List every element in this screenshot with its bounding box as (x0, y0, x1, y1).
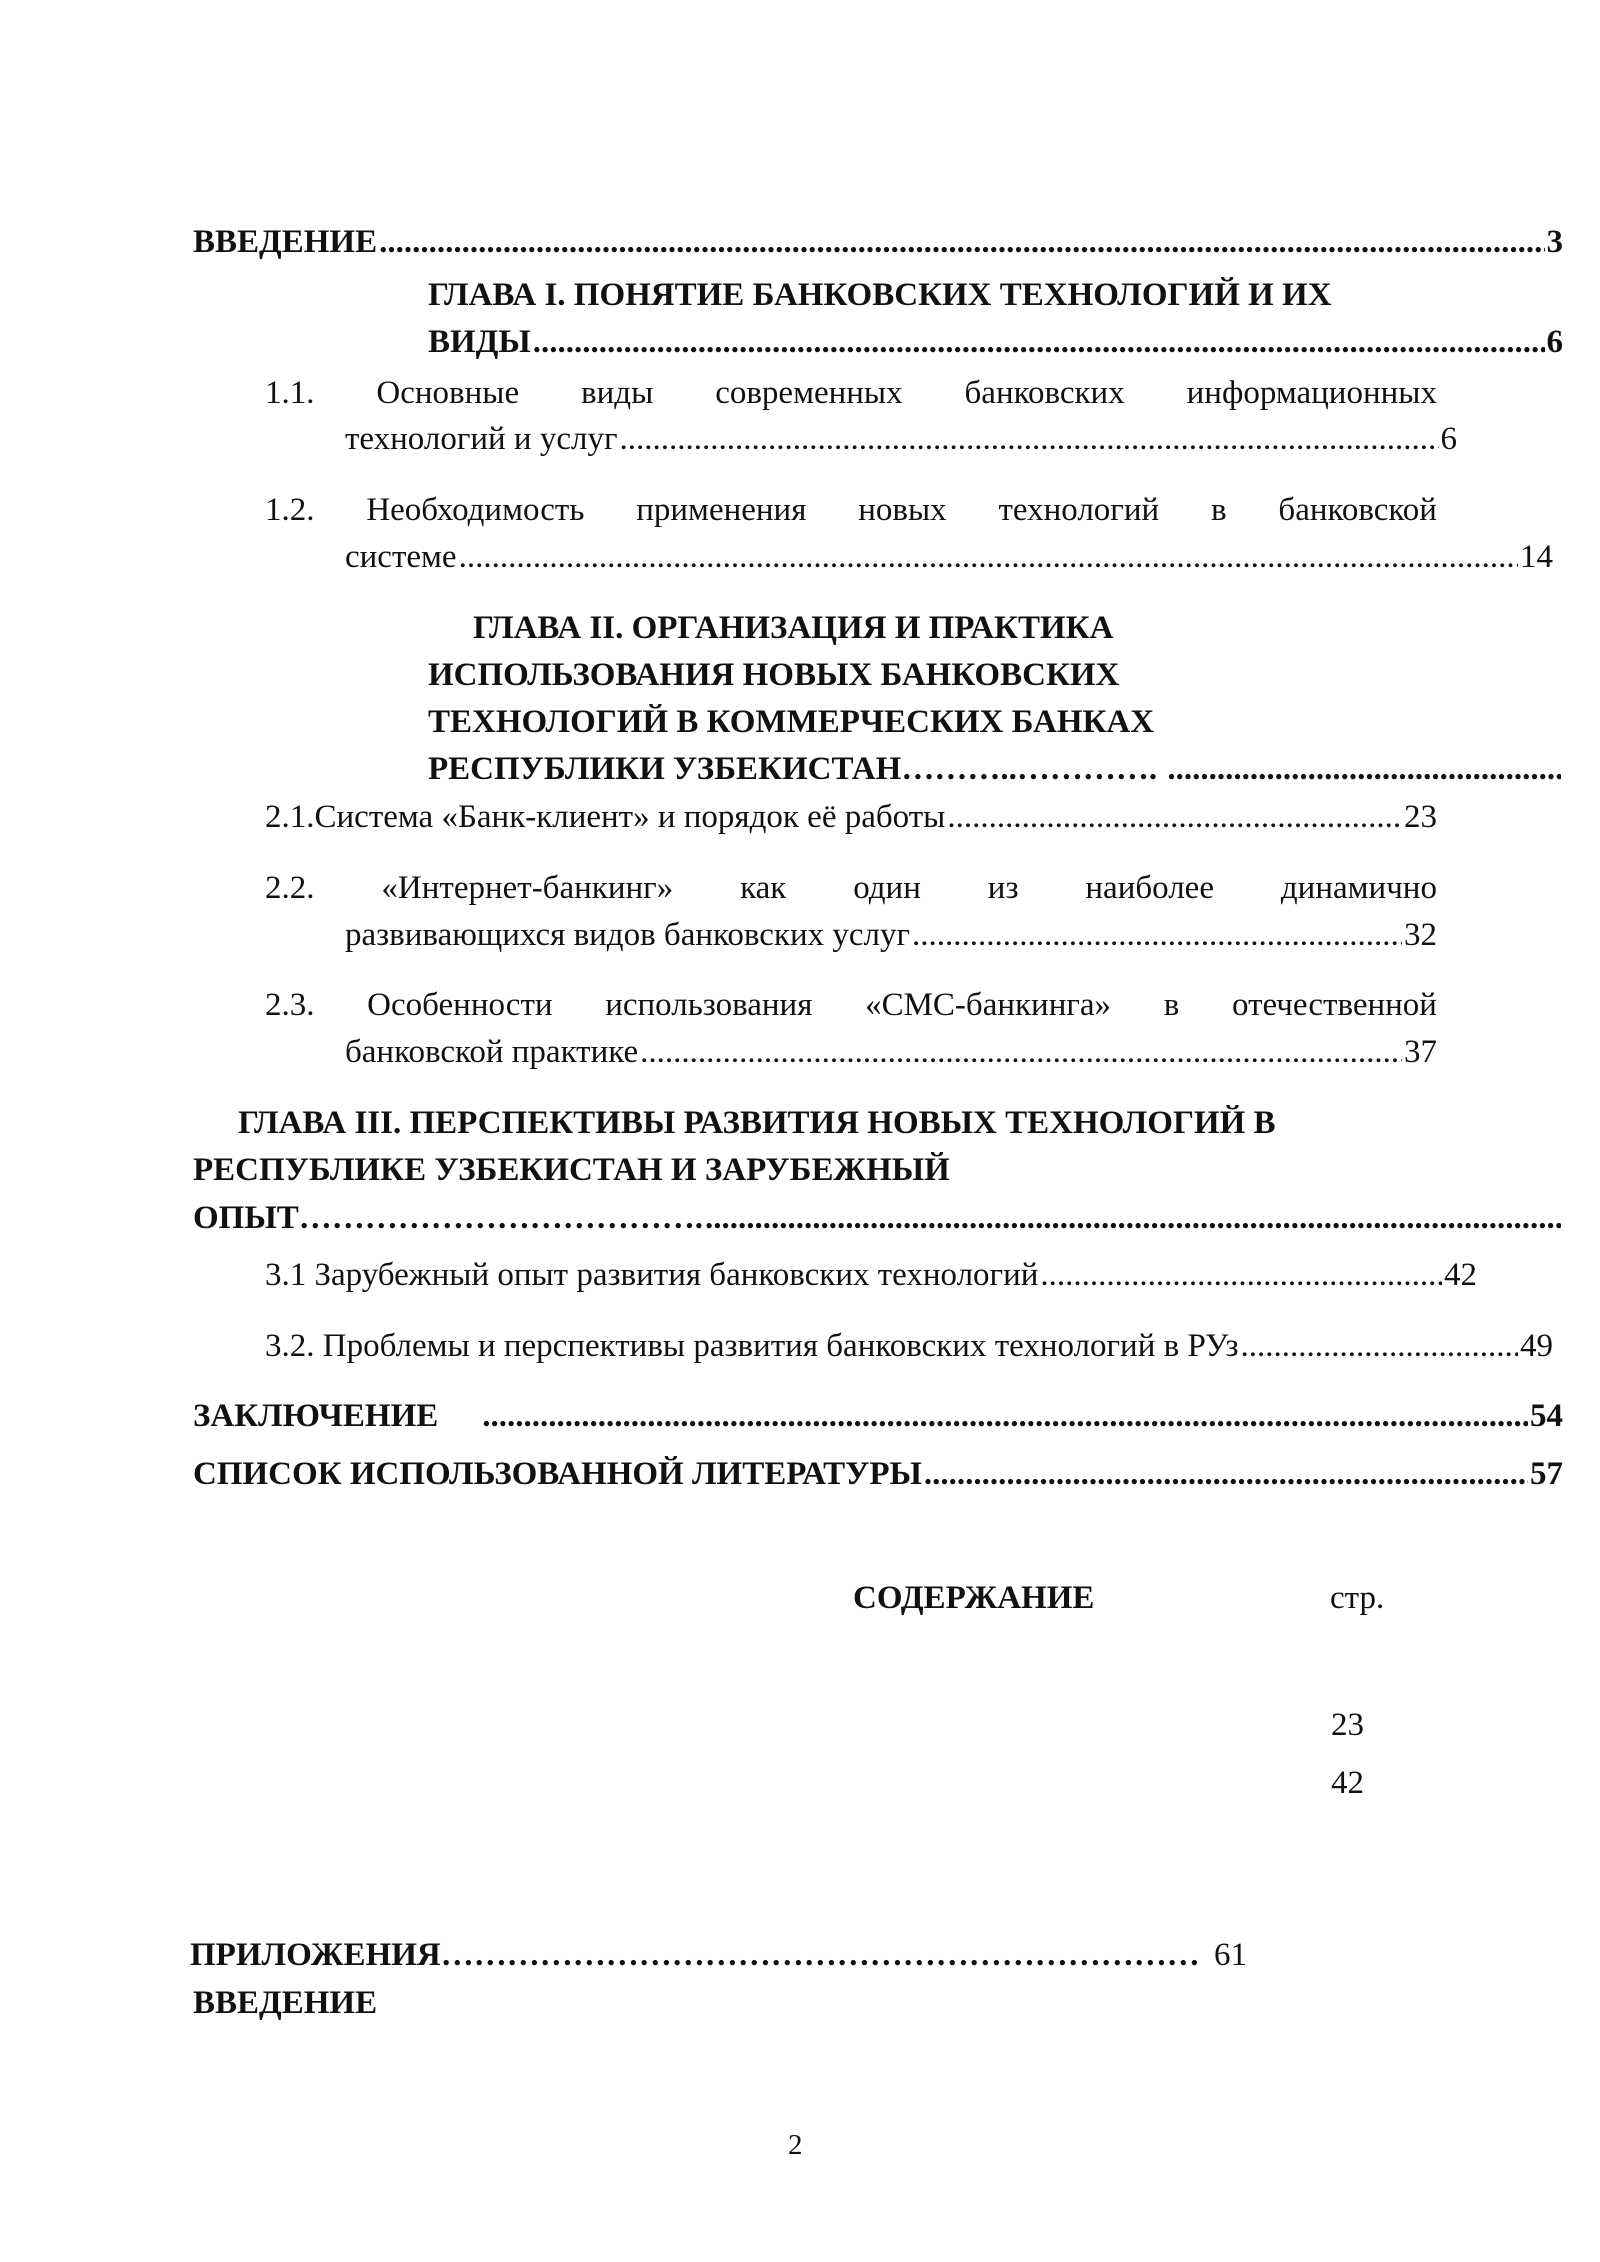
toc-s22-page: 32 (1404, 917, 1437, 953)
toc-ch2 (428, 749, 1563, 789)
toc-s21-text: 2.1.Система «Банк-клиент» и порядок её работы (265, 799, 946, 835)
page-column-label: стр. (1330, 1580, 1385, 1616)
toc-intro-page: 3 (1546, 224, 1563, 260)
toc-s22-line1 (265, 868, 1437, 908)
toc-s12-line2 (345, 537, 1553, 577)
toc-s12-page: 14 (1520, 539, 1553, 575)
toc-s22-word: как (740, 870, 787, 906)
intro-heading: ВВЕДЕНИЕ (193, 1985, 378, 2021)
toc-s11-page: 6 (1440, 421, 1457, 457)
toc-s11-word: банковских (964, 375, 1125, 411)
toc-s22-word: наиболее (1085, 870, 1214, 906)
toc-s31 (265, 1255, 1477, 1295)
contents-heading: СОДЕРЖАНИЕ (853, 1580, 1095, 1616)
toc-s23-number: 2.3. (265, 987, 315, 1023)
toc-s23-line2 (345, 1032, 1437, 1072)
toc-s32-page: 49 (1520, 1328, 1553, 1364)
toc-conclusion (193, 1396, 1563, 1436)
toc-conclusion-page: 54 (1530, 1398, 1563, 1434)
toc-s12-text: системе (345, 539, 457, 575)
dot-leader (640, 1032, 1402, 1072)
toc-s22-word: «Интернет-банкинг» (381, 870, 674, 906)
toc-conclusion-label: ЗАКЛЮЧЕНИЕ (193, 1398, 439, 1434)
toc-ch3-title-line1: ГЛАВА III. ПЕРСПЕКТИВЫ РАЗВИТИЯ НОВЫХ ТЕХНОЛОГИЙ В (238, 1105, 1276, 1141)
dot-leader (533, 322, 1545, 362)
toc-intro-label: ВВЕДЕНИЕ (193, 224, 378, 260)
toc-s11-word: информационных (1186, 375, 1437, 411)
toc-s11-word: Основные (376, 375, 520, 411)
toc-s11-word: современных (715, 375, 903, 411)
toc-s12-word: банковской (1278, 492, 1437, 528)
page-number: 2 (788, 2129, 803, 2161)
toc-s22-word: один (853, 870, 921, 906)
dot-leader (912, 915, 1402, 955)
toc-s23-page: 37 (1404, 1034, 1437, 1070)
toc-s21-page: 23 (1404, 799, 1437, 835)
toc-intro (193, 222, 1563, 262)
toc-s11-text: технологий и услуг (345, 421, 618, 457)
toc-s23-text: банковской практике (345, 1034, 639, 1070)
toc-s22-text: развивающихся видов банковских услуг (345, 917, 911, 953)
toc-s12-line1 (265, 490, 1437, 530)
toc-ch1-title-line2: ВИДЫ (428, 324, 531, 360)
toc-s12-word: применения (636, 492, 807, 528)
toc-s31-text: 3.1 Зарубежный опыт развития банковских технологий (265, 1257, 1039, 1293)
toc-s12-word: Необходимость (366, 492, 585, 528)
dot-leader (459, 537, 1518, 577)
toc-s12-number: 1.2. (265, 492, 315, 528)
toc-appendix-label: ПРИЛОЖЕНИЯ…………………………………………………………… (190, 1937, 1200, 1973)
toc-references-page: 57 (1530, 1456, 1563, 1492)
toc-ch1-title-line1: ГЛАВА I. ПОНЯТИЕ БАНКОВСКИХ ТЕХНОЛОГИЙ И ИХ (428, 277, 1332, 313)
toc-s23-word: Особенности (367, 987, 553, 1023)
toc-s12-word: новых (858, 492, 947, 528)
toc-ch2-title-line3: ТЕХНОЛОГИЙ В КОММЕРЧЕСКИХ БАНКАХ (428, 704, 1155, 740)
dot-leader (482, 1396, 1528, 1436)
toc-ch3-title-line3: ОПЫТ………………………………. (193, 1200, 704, 1236)
toc-ch3 (193, 1198, 1563, 1238)
toc-ch1 (428, 322, 1563, 362)
dot-leader (379, 222, 1544, 262)
toc-s11-word: виды (581, 375, 654, 411)
toc-references-label: СПИСОК ИСПОЛЬЗОВАННОЙ ЛИТЕРАТУРЫ (193, 1456, 922, 1492)
toc-s11-line1 (265, 373, 1437, 413)
toc-references (193, 1454, 1563, 1494)
toc-s32-text: 3.2. Проблемы и перспективы развития банковских технологий в РУз (265, 1328, 1239, 1364)
toc-ch2-title-line2: ИСПОЛЬЗОВАНИЯ НОВЫХ БАНКОВСКИХ (428, 657, 1120, 693)
toc-s22-number: 2.2. (265, 870, 315, 906)
toc-ch2-title-line1: ГЛАВА II. ОРГАНИЗАЦИЯ И ПРАКТИКА (473, 610, 1114, 646)
toc-s22-word: динамично (1280, 870, 1437, 906)
stray-page-number: 23 (1331, 1707, 1364, 1743)
toc-s23-line1 (265, 985, 1437, 1025)
toc-s31-page: 42 (1444, 1257, 1477, 1293)
dot-leader (1167, 749, 1561, 789)
dot-leader (620, 419, 1439, 459)
toc-ch3-title-line2: РЕСПУБЛИКЕ УЗБЕКИСТАН И ЗАРУБЕЖНЫЙ (193, 1152, 950, 1188)
toc-s22-word: из (987, 870, 1019, 906)
toc-s12-word: технологий (998, 492, 1160, 528)
toc-appendix (190, 1935, 1247, 1975)
toc-ch2-tail: ………..…………. (901, 751, 1166, 787)
dot-leader (1240, 1326, 1518, 1366)
toc-s11-number: 1.1. (265, 375, 315, 411)
toc-s12-word: в (1210, 492, 1227, 528)
dot-leader (705, 1198, 1561, 1238)
toc-appendix-page: 61 (1214, 1937, 1247, 1973)
toc-ch2-title-line4: РЕСПУБЛИКИ УЗБЕКИСТАН (428, 751, 902, 787)
dot-leader (947, 797, 1402, 837)
dot-leader (1040, 1255, 1442, 1295)
toc-s22-line2 (345, 915, 1437, 955)
toc-s11-line2 (345, 419, 1457, 459)
dot-leader (924, 1454, 1528, 1494)
toc-s21 (265, 797, 1437, 837)
toc-s23-word: «СМС-банкинга» (865, 987, 1112, 1023)
toc-s23-word: использования (605, 987, 813, 1023)
toc-s23-word: в (1163, 987, 1180, 1023)
toc-ch1-page: 6 (1546, 324, 1563, 360)
toc-s23-word: отечественной (1232, 987, 1437, 1023)
toc-s32 (265, 1326, 1553, 1366)
stray-page-number: 42 (1331, 1765, 1364, 1801)
